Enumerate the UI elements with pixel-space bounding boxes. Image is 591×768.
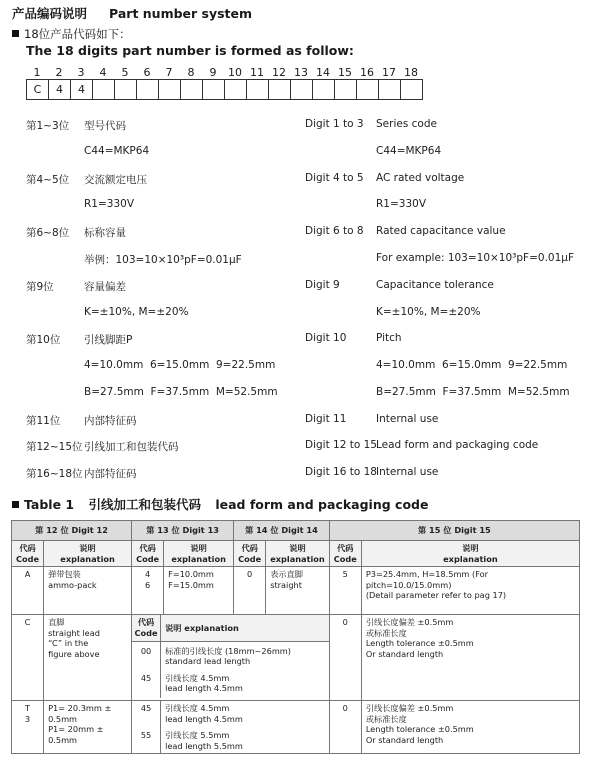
expl-head: 说明 explanation [164,541,234,567]
inner-expl: 标准的引线长度 (18mm~26mm) standard lead length [165,645,291,666]
spec-desc-cn: 内部特征码 [84,415,137,427]
expl-head: 说明 explanation [361,541,579,567]
digit-number: 11 [250,66,264,79]
spec-digit-cn: 第4~5位 [26,174,70,186]
spec-desc-en: C44=MKP64 [376,145,442,157]
spec-desc-cn: R1=330V [84,198,134,210]
inner-code-head: 代码 Code [132,615,161,641]
spec-desc-en: K=±10%, M=±20% [376,306,481,318]
bullet-icon [12,501,19,508]
code-cell: 0 [234,567,266,615]
digit-number: 10 [228,66,242,79]
inner-expl: 引线长度 4.5mm lead length 4.5mm [165,703,243,724]
spec-desc-cn: 容量偏差 [84,281,126,293]
digit-box [247,80,269,99]
digit-number: 6 [143,66,151,79]
digit-box [379,80,401,99]
spec-desc-en: Lead form and packaging code [376,439,539,451]
digit-box [313,80,335,99]
spec-desc-en: B=27.5mm F=37.5mm M=52.5mm [376,386,570,398]
expl-cell: 引线长度偏差 ±0.5mm 或标准长度 Length tolerance ±0.5mm Or standard length [361,615,579,701]
head-digit14: 第 14 位 Digit 14 [234,521,330,541]
code-cell: 5 [329,567,361,615]
expl-cell: P3=25.4mm, H=18.5mm (For pitch=10.0/15.0mm) (Detail parameter refer to pag 17) [361,567,579,615]
expl-cell: F=10.0mm F=15.0mm [164,567,234,615]
spec-digit-cn: 第1~3位 [26,120,70,132]
spec-digit-cn: 第9位 [26,281,54,293]
title-en: Part number system [109,6,253,21]
spec-desc-en: 4=10.0mm 6=15.0mm 9=22.5mm [376,359,568,371]
spec-desc-cn: 交流额定电压 [84,174,147,186]
digit-box [115,80,137,99]
spec-digit-en: Digit 11 [305,413,347,425]
bullet-icon [12,30,19,37]
code-cell: C [12,615,44,701]
table-row [12,567,580,615]
digit-number: 4 [99,66,107,79]
spec-digit-cn: 第16~18位 [26,468,83,480]
digit-box: C [27,80,49,99]
intro-cn-text: 18位产品代码如下： [24,27,131,41]
digit-number: 8 [187,66,195,79]
digit-box [269,80,291,99]
inner-code: 55 [132,727,161,753]
spec-digit-en: Digit 4 to 5 [305,172,364,184]
spec-desc-cn: 标称容量 [84,227,126,239]
digit-number: 7 [165,66,173,79]
spec-digit-en: Digit 1 to 3 [305,118,364,130]
spec-desc-cn: 型号代码 [84,120,126,132]
inner-code: 45 [132,669,161,698]
expl-cell: P1= 20.3mm ± 0.5mm P1= 20mm ± 0.5mm [44,701,132,754]
digit-number: 5 [121,66,129,79]
spec-desc-cn: 引线脚距P [84,334,133,346]
spec-desc-cn: 引线加工和包装代码 [84,441,179,453]
digit-box [401,80,422,99]
lead-form-table [11,520,580,754]
spec-desc-en: R1=330V [376,198,426,210]
spec-desc-en: Pitch [376,332,402,344]
intro-cn [12,26,131,42]
digit-number: 3 [77,66,85,79]
digit-number: 9 [209,66,217,79]
digit-number: 16 [360,66,374,79]
digit-box [357,80,379,99]
table-title-en: lead form and packaging code [215,497,429,512]
spec-desc-en: AC rated voltage [376,172,465,184]
code-head: 代码 Code [132,541,164,567]
digit-number: 2 [55,66,63,79]
digit-number: 17 [382,66,396,79]
head-digit13: 第 13 位 Digit 13 [132,521,234,541]
spec-desc-cn: 4=10.0mm 6=15.0mm 9=22.5mm [84,359,276,371]
spec-digit-en: Digit 16 to 18 [305,466,377,478]
code-head: 代码 Code [329,541,361,567]
lead-length-cell [132,615,330,701]
digit-box [137,80,159,99]
digit-number: 1 [33,66,41,79]
digit-number: 18 [404,66,418,79]
digit-number: 12 [272,66,286,79]
code-head: 代码 Code [234,541,266,567]
digit-box [93,80,115,99]
spec-digit-cn: 第12~15位 [26,441,83,453]
code-cell: A [12,567,44,615]
spec-desc-cn: 举例：103=10×10³pF=0.01µF [84,254,242,266]
page-title [12,4,252,22]
expl-cell: 引线长度偏差 ±0.5mm 或标准长度 Length tolerance ±0.5mm Or standard length [361,701,579,754]
spec-digit-en: Digit 6 to 8 [305,225,364,237]
spec-desc-en: Internal use [376,466,439,478]
spec-desc-cn: K=±10%, M=±20% [84,306,189,318]
spec-desc-en: Internal use [376,413,439,425]
digit-box [335,80,357,99]
spec-desc-en: Rated capacitance value [376,225,506,237]
expl-head: 说明 explanation [44,541,132,567]
table-title-cn: 引线加工和包装代码 [88,497,201,512]
spec-digit-en: Digit 9 [305,279,340,291]
digit-box [159,80,181,99]
digit-box [181,80,203,99]
digit-box: 4 [71,80,93,99]
spec-desc-en: Capacitance tolerance [376,279,494,291]
inner-expl: 引线长度 4.5mm lead length 4.5mm [165,672,243,693]
expl-cell: 表示直脚 straight [266,567,330,615]
code-cell: 0 [329,615,361,701]
title-cn: 产品编码说明 [12,6,88,21]
digit-box: 4 [49,80,71,99]
digit-box [203,80,225,99]
spec-desc-cn: B=27.5mm F=37.5mm M=52.5mm [84,386,278,398]
spec-desc-en: Series code [376,118,437,130]
spec-digit-cn: 第11位 [26,415,61,427]
inner-code: 00 [132,641,161,669]
digit-box [225,80,247,99]
digit-number: 14 [316,66,330,79]
code-head: 代码 Code [12,541,44,567]
digit-number: 13 [294,66,308,79]
expl-cell: 弹带包装 ammo-pack [44,567,132,615]
table-row [12,615,580,701]
spec-digit-cn: 第6~8位 [26,227,70,239]
digit-number: 15 [338,66,352,79]
spec-desc-cn: C44=MKP64 [84,145,150,157]
expl-head: 说明 explanation [266,541,330,567]
code-cell: 0 [329,701,361,754]
spec-digit-cn: 第10位 [26,334,61,346]
code-cell: 4 6 [132,567,164,615]
spec-desc-en: For example: 103=10×10³pF=0.01µF [376,252,574,264]
table-row [12,701,580,754]
spec-digit-en: Digit 12 to 15 [305,439,377,451]
inner-expl: 引线长度 5.5mm lead length 5.5mm [165,730,243,751]
table-title [12,495,428,513]
intro-en: The 18 digits part number is formed as follow: [26,43,354,58]
digit-box [291,80,313,99]
inner-code: 45 [132,701,161,727]
inner-expl-head: 说明 explanation [161,615,329,641]
head-digit15: 第 15 位 Digit 15 [329,521,579,541]
table-label: Table 1 [24,497,75,512]
lead-length-cell [132,701,330,754]
spec-digit-en: Digit 10 [305,332,347,344]
expl-cell: 直脚 straight lead “C” in the figure above [44,615,132,701]
head-digit12: 第 12 位 Digit 12 [12,521,132,541]
digit-boxes [26,79,423,100]
spec-desc-cn: 内部特征码 [84,468,137,480]
code-cell: T 3 [12,701,44,754]
